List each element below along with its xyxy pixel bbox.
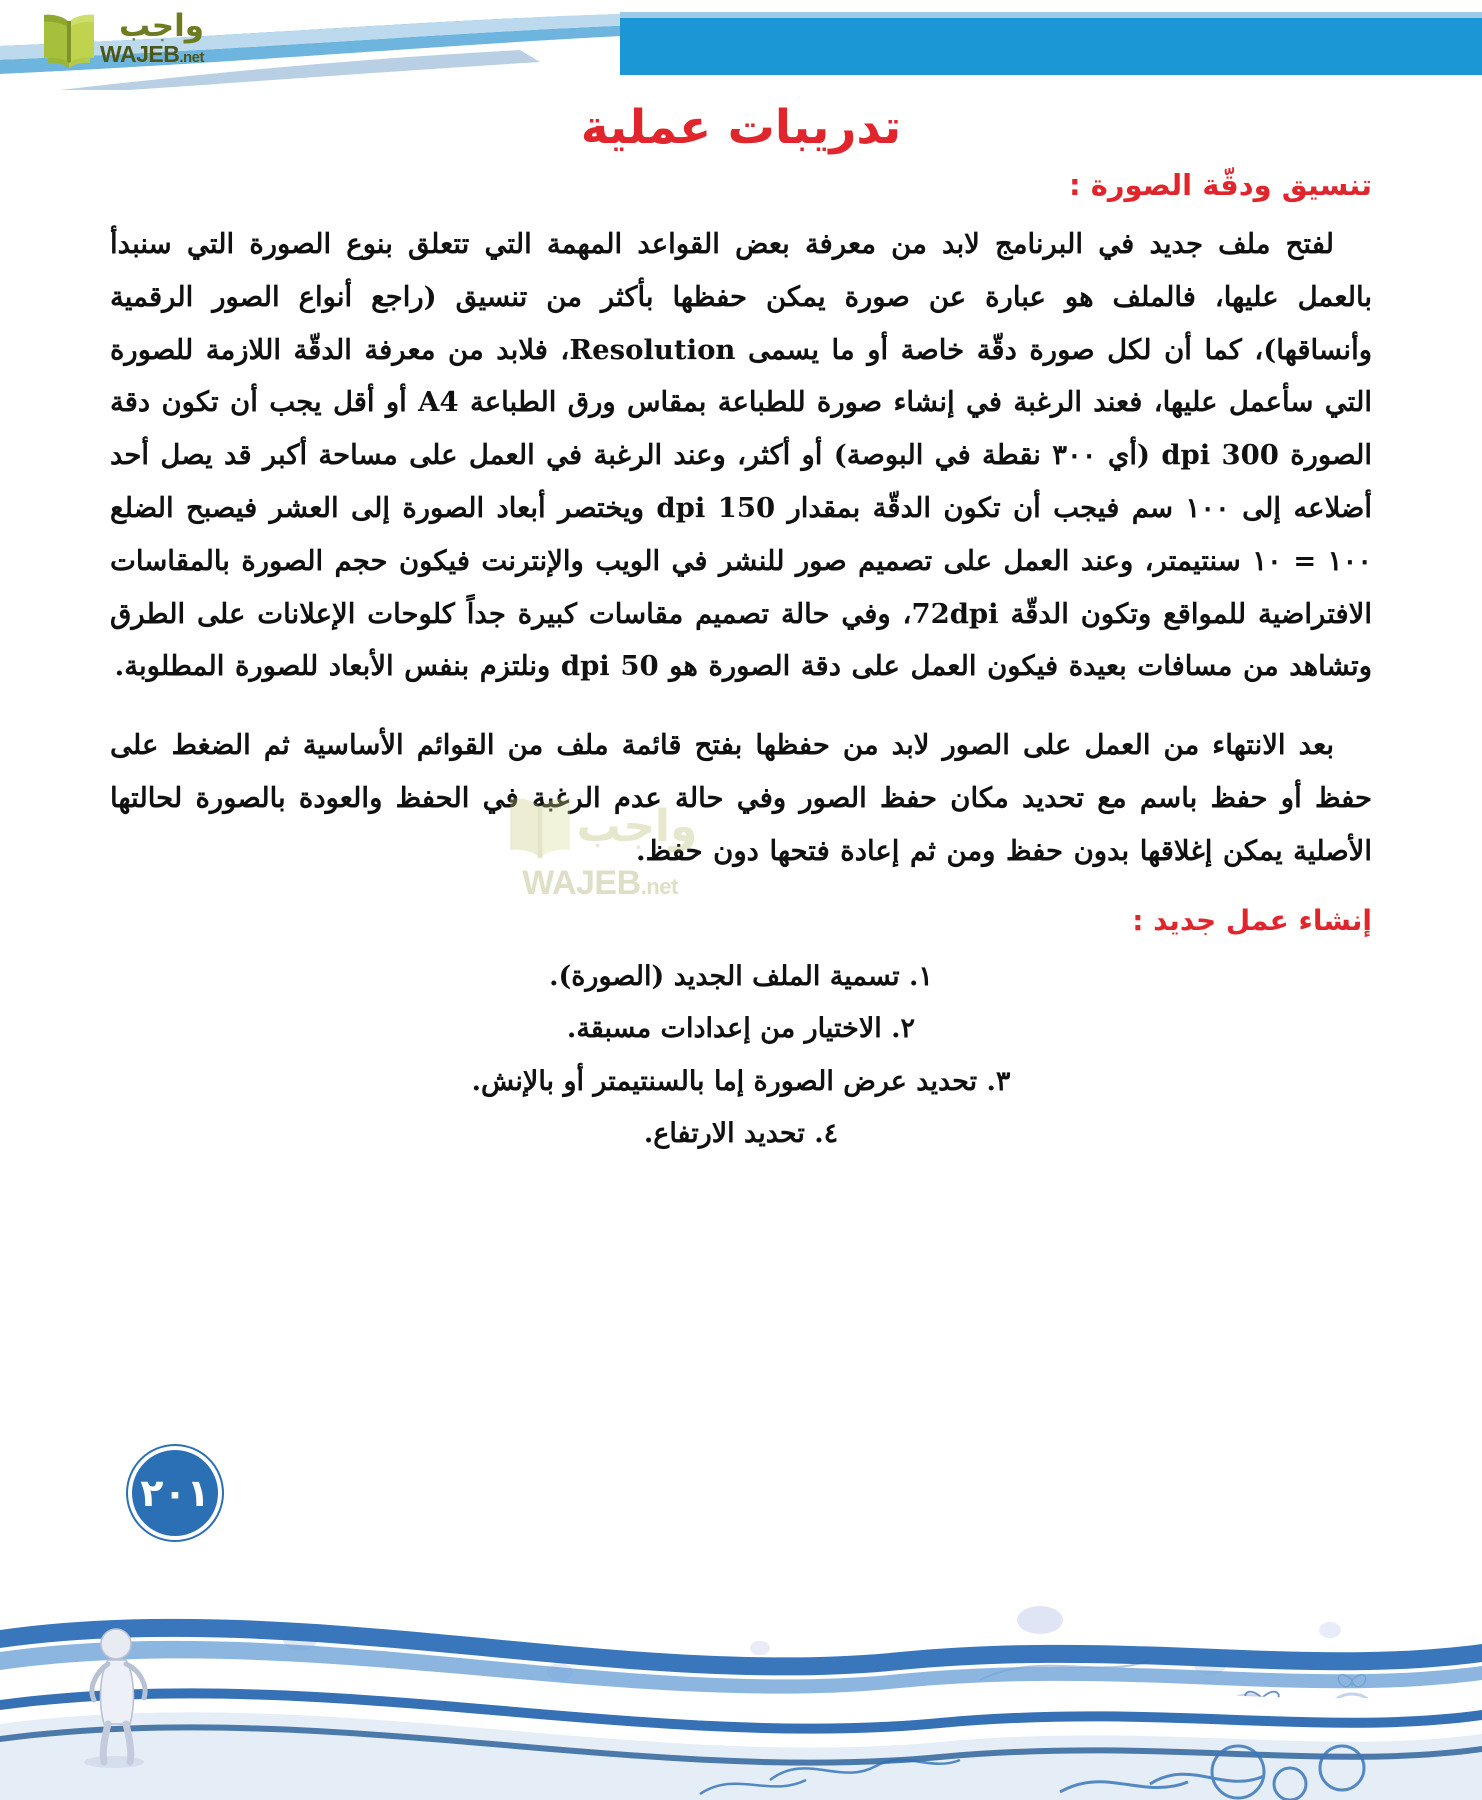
article-body <box>110 168 1372 1161</box>
page-content <box>0 90 1482 1420</box>
page-number-badge: ٢٠١ <box>128 1446 222 1540</box>
page-title: تدريبات عملية <box>580 100 902 155</box>
section-heading-formatting: تنسيق ودقّة الصورة : <box>1069 168 1372 202</box>
steps-list <box>110 951 1372 1162</box>
page-footer <box>0 1380 1482 1800</box>
top-banner <box>0 0 1482 90</box>
list-item: ٣. تحديد عرض الصورة إما بالسنتيمتر أو بالإنش. <box>471 1065 1011 1097</box>
site-logo[interactable] <box>8 4 208 72</box>
paragraph-formatting-resolution: لفتح ملف جديد في البرنامج لابد من معرفة بعض القواعد المهمة التي تتعلق بنوع الصورة التي سنبدأ بالعمل عليها، فالملف هو عبارة عن صورة يمكن حفظها بأكثر من تنسيق (راجع أنواع الصور الرقمية وأنساقها)، كما أن لكل صورة دقّة خاصة أو ما يسمى Resolution، فلابد من معرفة الدقّة اللازمة للصورة التي سأعمل عليها، فعند الرغبة في إنشاء صورة للطباعة بمقاس ورق الطباعة A4 أو أقل يجب أن تكون دقة الصورة 300 dpi (أي ٣٠٠ نقطة في البوصة) أو أكثر، وعند الرغبة في العمل على مساحة أكبر قد يصل أحد أضلاعه إلى ١٠٠ سم فيجب أن تكون الدقّة بمقدار 150 dpi ويختصر أبعاد الصورة إلى العشر فيصبح الضلع ١٠٠ = ١٠ سنتيمتر، وعند العمل على تصميم صور للنشر في الويب والإنترنت فيكون حجم الصورة بالمقاسات الافتراضية للمواقع وتكون الدقّة 72dpi، وفي حالة تصميم مقاسات كبيرة جداً كلوحات الإعلانات على الطرق وتشاهد من مسافات بعيدة فيكون العمل على دقة الصورة هو 50 dpi ونلتزم بنفس الأبعاد للصورة المطلوبة. <box>110 228 1373 683</box>
logo-text-block <box>100 7 204 67</box>
footer-wave-decoration <box>0 1380 1482 1800</box>
logo-latin-text: WAJEB.net <box>100 40 204 67</box>
list-item: ٤. تحديد الارتفاع. <box>643 1118 839 1150</box>
watermark-arabic-text: واجب <box>576 800 698 852</box>
list-item: ١. تسمية الملف الجديد (الصورة). <box>549 960 933 992</box>
watermark-latin-text: WAJEB.net <box>522 864 678 902</box>
paragraph-saving-files: بعد الانتهاء من العمل على الصور لابد من حفظها بفتح قائمة ملف من القوائم الأساسية ثم الضغط على حفظ أو حفظ باسم مع تحديد مكان حفظ الصور وفي حالة عدم الرغبة في الحفظ والعودة بالصورة لحالتها الأصلية يمكن إغلاقها بدون حفظ ومن ثم إعادة فتحها دون حفظ. <box>110 729 1372 867</box>
logo-arabic-text: واجب <box>118 7 204 44</box>
list-item: ٢. الاختيار من إعدادات مسبقة. <box>566 1013 916 1045</box>
section-heading-new-work: إنشاء عمل جديد : <box>1132 903 1372 937</box>
open-book-icon <box>38 8 100 68</box>
